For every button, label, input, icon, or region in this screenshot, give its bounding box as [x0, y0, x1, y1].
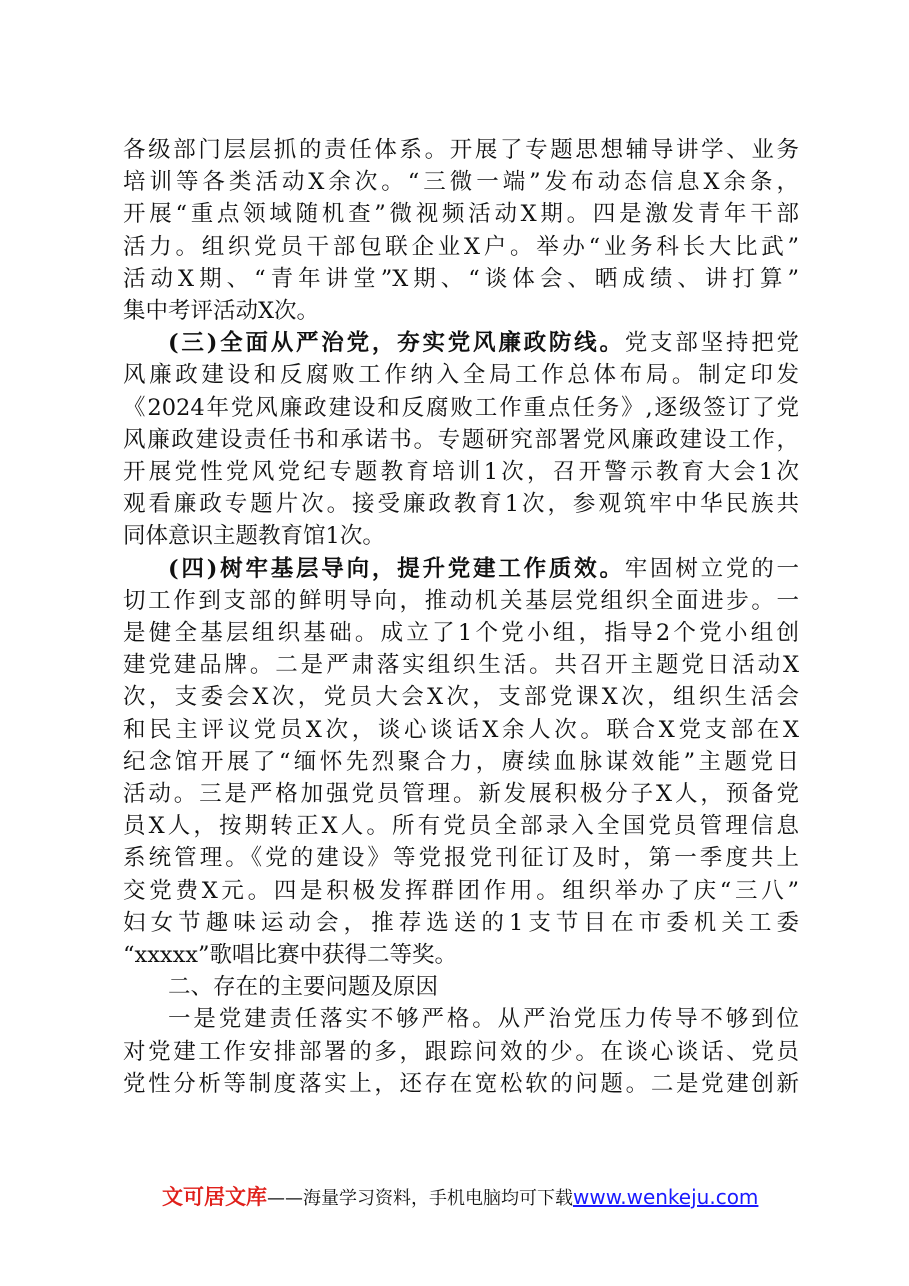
text-line: 次，支委会X次，党员大会X次，支部党课X次，组织生活会: [123, 684, 799, 710]
paragraph-heading: (四)树牢基层导向，提升党建工作质效。: [168, 556, 625, 582]
footer-tagline: ——海量学习资料，手机电脑均可下载: [267, 1188, 573, 1209]
text-line: 活动X期、“青年讲堂”X期、“谈体会、晒成绩、讲打算”: [123, 266, 799, 292]
text-line: 交党费X元。四是积极发挥群团作用。组织举办了庆“三八”: [123, 878, 799, 904]
text-line: 开展“重点领域随机查”微视频活动X期。四是激发青年干部: [123, 201, 799, 227]
text-line: 开展党性党风党纪专题教育培训1次，召开警示教育大会1次: [123, 459, 799, 485]
text-line: 风廉政建设责任书和承诺书。专题研究部署党风廉政建设工作，: [123, 427, 799, 453]
footer-brand: 文可居文库: [162, 1185, 267, 1209]
text-line: 培训等各类活动X余次。“三微一端”发布动态信息X余条，: [123, 169, 799, 195]
text-run: 党支部坚持把党: [624, 330, 799, 356]
text-line: 同体意识主题教育馆1次。: [123, 523, 385, 549]
text-line: “xxxxx”歌唱比赛中获得二等奖。: [123, 942, 457, 968]
text-line: 观看廉政专题片次。接受廉政教育1次，参观筑牢中华民族共: [123, 491, 799, 517]
text-line: 系统管理。《党的建设》等党报党刊征订及时，第一季度共上: [123, 845, 799, 871]
footer-watermark: [162, 1181, 758, 1213]
text-line: 集中考评活动X次。: [123, 298, 320, 324]
paragraph-first-line: [168, 327, 799, 359]
text-line: 活动。三是严格加强党员管理。新发展积极分子X人，预备党: [123, 781, 799, 807]
text-line: 纪念馆开展了“缅怀先烈聚合力，赓续血脉谋效能”主题党日: [123, 749, 799, 775]
text-line: 活力。组织党员干部包联企业X户。举办“业务科长大比武”: [123, 234, 799, 260]
text-line: 员X人，按期转正X人。所有党员全部录入全国党员管理信息: [123, 813, 799, 839]
paragraph-first-line: [168, 553, 799, 585]
text-line: 妇女节趣味运动会，推荐选送的1支节目在市委机关工委: [123, 910, 799, 936]
text-line: 各级部门层层抓的责任体系。开展了专题思想辅导讲学、业务: [123, 137, 799, 163]
text-line: 建党建品牌。二是严肃落实组织生活。共召开主题党日活动X: [123, 652, 799, 678]
text-line: 党性分析等制度落实上，还存在宽松软的问题。二是党建创新: [123, 1071, 799, 1097]
text-line: 一是党建责任落实不够严格。从严治党压力传导不够到位: [168, 1006, 799, 1032]
footer-url-link[interactable]: www.wenkeju.com: [573, 1185, 759, 1209]
text-line: 对党建工作安排部署的多，跟踪问效的少。在谈心谈话、党员: [123, 1039, 799, 1065]
paragraph-heading: (三)全面从严治党，夯实党风廉政防线。: [168, 330, 625, 356]
text-line: 是健全基层组织基础。成立了1个党小组，指导2个党小组创: [123, 620, 799, 646]
text-line: 风廉政建设和反腐败工作纳入全局工作总体布局。制定印发: [123, 362, 799, 388]
text-run: 牢固树立党的一: [624, 556, 799, 582]
text-line: 切工作到支部的鲜明导向，推动机关基层党组织全面进步。一: [123, 588, 799, 614]
text-line: 和民主评议党员X次，谈心谈话X余人次。联合X党支部在X: [123, 717, 799, 743]
section-heading: 二、存在的主要问题及原因: [168, 974, 439, 1000]
text-line: 《2024年党风廉政建设和反腐败工作重点任务》,逐级签订了党: [123, 395, 799, 421]
